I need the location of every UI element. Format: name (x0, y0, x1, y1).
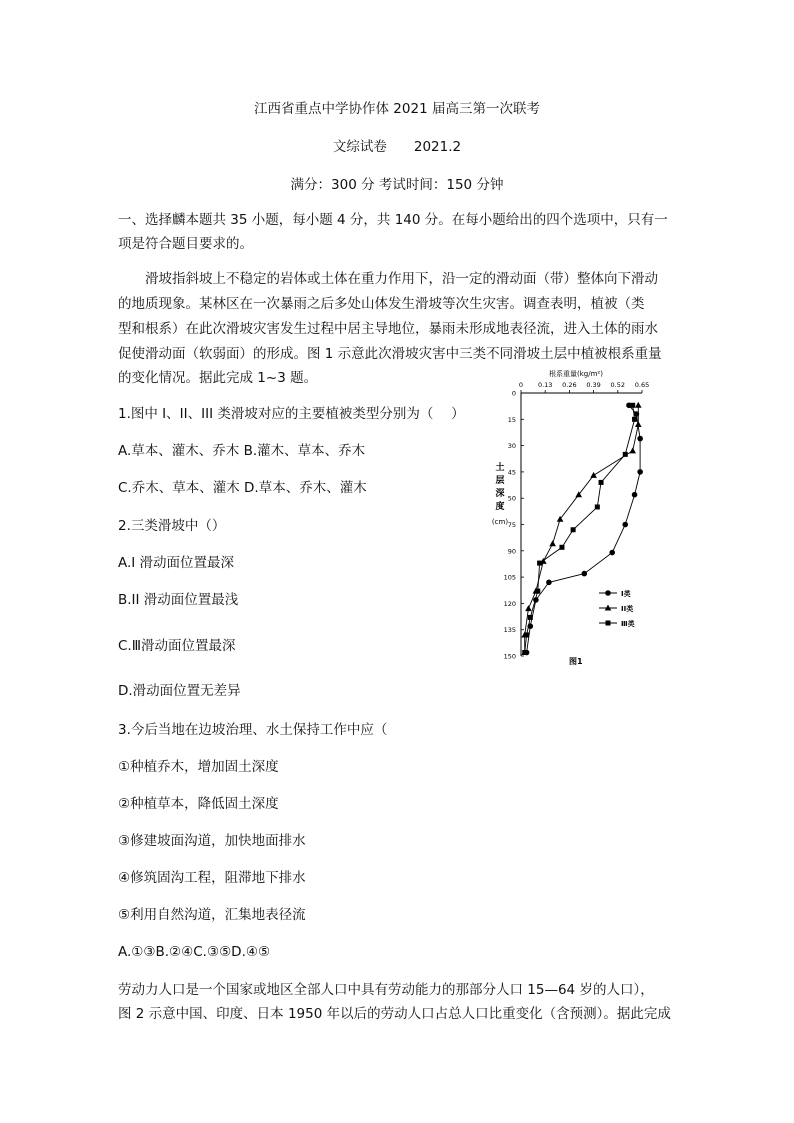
q1-stem: 1.图中 I、II、III 类滑坡对应的主要植被类型分别为（ ） (118, 406, 465, 422)
q2-option-d: D.滑动面位置无差异 (118, 683, 241, 699)
data-point-circle (546, 580, 552, 586)
q3-item-3: ③修建坡面沟道，加快地面排水 (118, 833, 306, 849)
data-point-triangle (549, 540, 556, 546)
passage2-line1: 劳动力人口是一个国家或地区全部人口中具有劳动能力的那部分人口 15—64 岁的人口）， (118, 982, 654, 998)
legend-label: I类 (621, 590, 631, 598)
q3-stem: 3.今后当地在边坡治理、水土保持工作中应（ (118, 722, 388, 738)
data-point-square (535, 589, 540, 594)
q1-options-ab: A.草本、灌木、乔木 B.灌木、草本、乔木 (118, 443, 366, 459)
y-tick-label: 120 (503, 599, 516, 608)
data-point-circle (581, 571, 587, 577)
y-tick-label: 0 (511, 389, 516, 398)
series-line (527, 405, 641, 652)
x-tick-label: 0.65 (634, 381, 650, 389)
legend-label: II类 (621, 605, 634, 613)
data-point-square (630, 403, 635, 408)
q3-options: A.①③B.②④C.③⑤D.④⑤ (118, 944, 271, 960)
data-point-square (559, 545, 564, 550)
data-point-circle (632, 492, 638, 498)
q2-option-c: C.Ⅲ滑动面位置最深 (118, 638, 236, 654)
data-point-square (571, 527, 576, 532)
y-tick-label: 105 (503, 573, 516, 582)
q1-options-cd: C.乔木、草本、灌木 D.草本、乔木、灌木 (118, 480, 367, 496)
passage1-line1: 滑坡指斜坡上不稳定的岩体或土体在重力作用下，沿一定的滑动面（带）整体向下滑动 (145, 271, 658, 287)
y-axis-label-unit: (cm) (491, 518, 509, 526)
data-point-square (632, 417, 637, 422)
data-point-square (595, 504, 600, 509)
y-axis-label-char: 层 (495, 476, 505, 486)
data-point-triangle (605, 605, 612, 611)
q2-stem: 2.三类滑坡中（） (118, 518, 226, 534)
x-tick-label: 0 (518, 381, 524, 389)
q3-item-5: ⑤利用自然沟道，汇集地表径流 (118, 907, 306, 923)
section-instruction-line1: 一、选择麟本题共 35 小题，每小题 4 分，共 140 分。在每小题给出的四个选项中，只有一 (118, 212, 668, 228)
y-tick-label: 75 (507, 521, 516, 529)
passage1-line2: 的地质现象。某林区在一次暴雨之后多处山体发生滑坡等次生灾害。调查表明，植被（类 (118, 296, 645, 312)
data-point-circle (605, 590, 611, 596)
subject-line: 文综试卷 2021.2 (332, 139, 462, 155)
passage1-line5: 的变化情况。据此完成 1~3 题。 (118, 370, 318, 386)
q3-item-4: ④修筑固沟工程，阻滞地下排水 (118, 870, 306, 886)
y-tick-label: 30 (507, 442, 516, 451)
x-tick-label: 0.13 (537, 381, 553, 389)
section-instruction-line2: 项是符合题目要求的。 (118, 236, 253, 252)
exam-title: 江西省重点中学协作体 2021 届高三第一次联考 (254, 101, 540, 117)
data-point-square (522, 650, 527, 655)
root-weight-chart (488, 362, 668, 672)
data-point-square (528, 615, 533, 620)
y-axis-label-char: 度 (495, 502, 505, 512)
data-point-triangle (525, 605, 532, 611)
q3-item-1: ①种植乔木，增加固土深度 (118, 759, 279, 775)
data-point-circle (609, 550, 615, 556)
legend-label: Ⅲ类 (621, 620, 635, 628)
q2-option-b: B.II 滑动面位置最浅 (118, 592, 239, 608)
q2-option-a: A.I 滑动面位置最深 (118, 555, 235, 571)
x-tick-label: 0.39 (586, 381, 601, 389)
y-tick-label: 45 (507, 468, 516, 477)
x-tick-label: 0.26 (562, 381, 577, 389)
data-point-square (537, 561, 542, 566)
data-point-circle (637, 436, 643, 442)
y-axis-label-char: 深 (495, 489, 505, 499)
chart-caption: 图1 (569, 657, 583, 666)
y-axis-label-char: 土 (495, 463, 505, 473)
y-tick-label: 90 (507, 547, 516, 556)
x-tick-label: 0.52 (610, 381, 626, 389)
data-point-square (599, 480, 604, 485)
data-point-triangle (629, 447, 636, 453)
data-point-circle (622, 522, 628, 528)
y-tick-label: 50 (507, 494, 516, 503)
data-point-triangle (590, 472, 597, 478)
exam-info: 满分：300 分 考试时间：150 分钟 (290, 177, 504, 193)
data-point-triangle (635, 402, 642, 408)
chart-title: 根系重量(kg/m²) (549, 370, 603, 378)
y-tick-label: 135 (503, 626, 516, 635)
passage1-line4: 促使滑动面（软弱面）的形成。图 1 示意此次滑坡灾害中三类不同滑坡土层中植被根系重量 (118, 346, 662, 362)
series-line (525, 405, 635, 652)
data-point-triangle (635, 421, 642, 427)
data-point-square (623, 452, 628, 457)
series-1 (524, 402, 643, 655)
data-point-square (606, 621, 611, 626)
passage2-line2: 图 2 示意中国、印度、日本 1950 年以后的劳动人口占总人口比重变化（含预测）。据此完成 (118, 1006, 671, 1022)
y-tick-label: 15 (507, 415, 516, 424)
series-line (525, 405, 639, 652)
q3-item-2: ②种植草本，降低固土深度 (118, 796, 279, 812)
data-point-square (524, 632, 529, 637)
series-3 (522, 403, 637, 655)
y-tick-label: 150 (503, 652, 516, 661)
data-point-circle (637, 469, 643, 475)
passage1-line3: 型和根系）在此次滑坡灾害发生过程中居主导地位，暴雨未形成地表径流，进入土体的雨水 (118, 321, 658, 337)
